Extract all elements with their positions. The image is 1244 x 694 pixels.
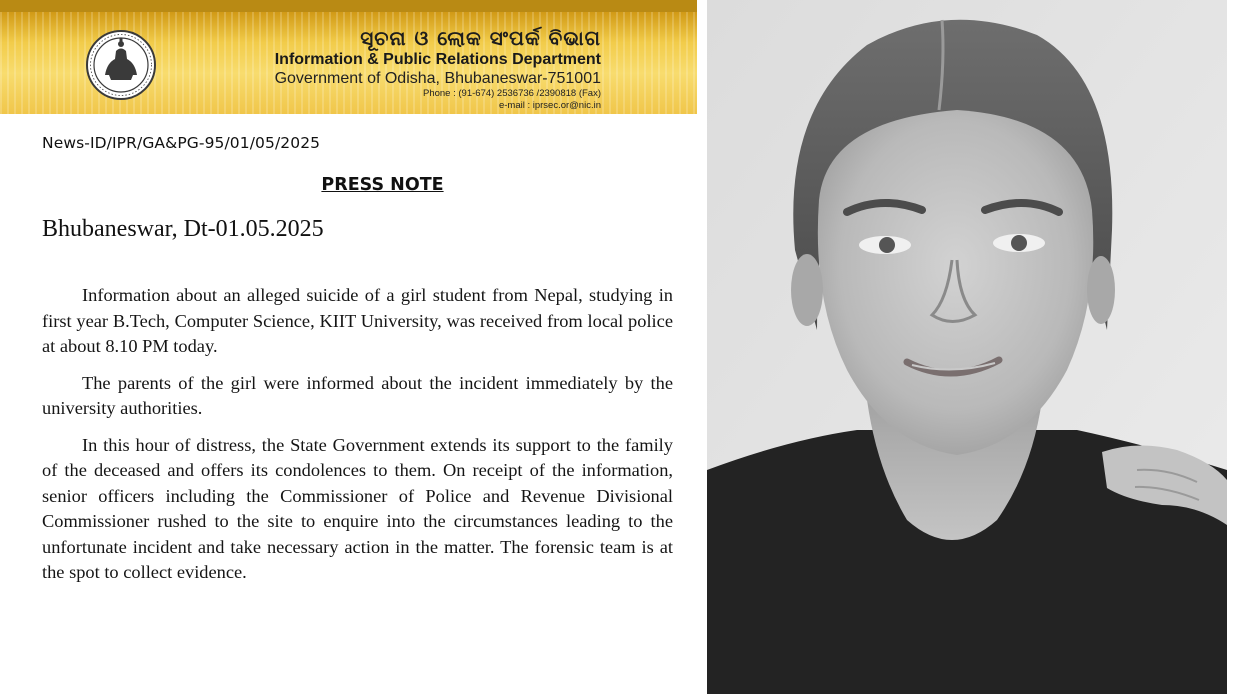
dateline: Bhubaneswar, Dt-01.05.2025 [42, 216, 324, 242]
department-name: Information & Public Relations Department [274, 51, 601, 68]
paragraph: In this hour of distress, the State Government extends its support to the family of the deceased and offers its condolences to them. On receipt of the information, senior officers including the Commissioner of Police and Revenue Divisional Commissioner rushed to the site to enquire into the circumstances leading to the unfortunate incident and take necessary action in the matter. The forensic team is at the spot to collect evidence. [42, 434, 673, 582]
paragraph: Information about an alleged suicide of a girl student from Nepal, studying in first year B.Tech, Computer Science, KIIT University, was received from local police at about 8.10 PM today. [42, 285, 673, 356]
paragraph: The parents of the girl were informed about the incident immediately by the university authorities. [42, 372, 673, 418]
department-title-odia: ସୂଚନା ଓ ଲୋକ ସଂପର୍କ ବିଭାଗ [360, 26, 601, 50]
email-line: e-mail : iprsec.or@nic.in [498, 100, 601, 111]
student-portrait-photo [707, 0, 1227, 694]
letterhead-text [275, 26, 601, 112]
press-note-body [42, 283, 673, 597]
press-note-heading: PRESS NOTE [321, 175, 444, 195]
portrait-illustration [707, 0, 1227, 694]
news-id: News-ID/IPR/GA&PG-95/01/05/2025 [42, 134, 321, 152]
phone-line: Phone : (91-674) 2536736 /2390818 (Fax) [423, 88, 601, 99]
odisha-emblem-icon [85, 29, 157, 101]
government-address: Government of Odisha, Bhubaneswar-751001 [274, 70, 601, 87]
letterhead-banner [0, 0, 697, 114]
